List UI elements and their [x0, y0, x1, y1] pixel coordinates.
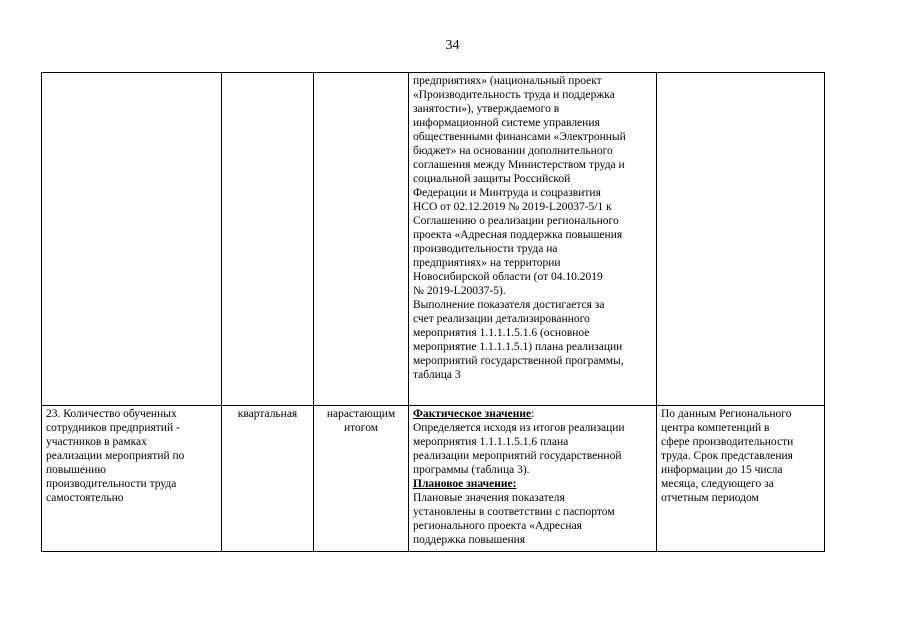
table-row	[42, 406, 825, 552]
description-line: бюджет» на основании дополнительного	[413, 145, 613, 157]
description-line: НСО от 02.12.2019 № 2019-L20037-5/1 к	[413, 201, 612, 213]
description-line: общественными финансами «Электронный	[413, 131, 626, 143]
plan-line: регионального проекта «Адресная	[413, 520, 582, 532]
description-line: производительности труда на	[413, 243, 558, 255]
fact-heading-line	[413, 407, 652, 421]
periodicity-cell	[222, 406, 314, 552]
description-line: «Производительность труда и поддержка	[413, 89, 615, 101]
indicator-cell	[42, 406, 222, 552]
indicator-line: участников в рамках	[46, 436, 147, 448]
description-line: Выполнение показателя достигается за	[413, 299, 605, 311]
indicator-line: сотрудников предприятий -	[46, 422, 180, 434]
source-cell	[657, 73, 825, 406]
description-cell	[409, 406, 657, 552]
source-line: информации до 15 числа	[661, 464, 783, 476]
description-line: мероприятий государственной программы,	[413, 355, 624, 367]
description-line: мероприятие 1.1.1.1.5.1) плана реализации	[413, 341, 623, 353]
indicator-line: производительности труда	[46, 478, 177, 490]
description-line: предприятиях» (национальный проект	[413, 75, 602, 87]
description-line: счет реализации детализированного	[413, 313, 590, 325]
plan-heading: Плановое значение:	[413, 478, 517, 490]
description-cell	[409, 73, 657, 406]
source-line: По данным Регионального	[661, 408, 792, 420]
indicator-line: повышению	[46, 464, 106, 476]
fact-line: реализации мероприятий государственной	[413, 450, 622, 462]
method-cell	[314, 406, 409, 552]
description-line: социальной защиты Российской	[413, 173, 571, 185]
periodicity-text: квартальная	[237, 408, 298, 420]
fact-line: мероприятия 1.1.1.1.5.1.6 плана	[413, 436, 569, 448]
description-line: Новосибирской области (от 04.10.2019	[413, 271, 603, 283]
method-line: нарастающим	[326, 408, 396, 420]
plan-line: поддержка повышения	[413, 534, 526, 546]
fact-line: Определяется исходя из итогов реализации	[413, 422, 625, 434]
description-line: мероприятия 1.1.1.1.5.1.6 (основное	[413, 327, 590, 339]
page-number: 34	[445, 38, 460, 53]
indicator-line: реализации мероприятий по	[46, 450, 185, 462]
description-line: Соглашению о реализации регионального	[413, 215, 619, 227]
indicator-table	[41, 72, 825, 552]
description-line: № 2019-L20037-5).	[413, 285, 506, 297]
indicator-line: 23. Количество обученных	[46, 408, 177, 420]
description-line: предприятиях» на территории	[413, 257, 561, 269]
source-line: месяца, следующего за	[661, 478, 774, 490]
table-row	[42, 73, 825, 406]
fact-colon: :	[531, 408, 535, 420]
plan-line: установлены в соответствии с паспортом	[413, 506, 615, 518]
description-line: информационной системе управления	[413, 117, 600, 129]
indicator-cell	[42, 73, 222, 406]
description-line: занятости»), утверждаемого в	[413, 103, 560, 115]
periodicity-cell	[222, 73, 314, 406]
source-line: сфере производительности	[661, 436, 794, 448]
fact-heading: Фактическое значение	[413, 408, 532, 420]
fact-line: программы (таблица 3).	[413, 464, 530, 476]
source-cell	[657, 406, 825, 552]
indicator-line: самостоятельно	[46, 492, 124, 504]
description-line: таблица 3	[413, 369, 461, 381]
plan-line: Плановые значения показателя	[413, 492, 565, 504]
description-line: соглашения между Министерством труда и	[413, 159, 625, 171]
method-cell	[314, 73, 409, 406]
source-line: центра компетенций в	[661, 422, 770, 434]
source-line: отчетным периодом	[661, 492, 759, 504]
description-line: Федерации и Минтруда и соцразвития	[413, 187, 601, 199]
method-line: итогом	[343, 422, 379, 434]
description-line: проекта «Адресная поддержка повышения	[413, 229, 623, 241]
source-line: труда. Срок представления	[661, 450, 793, 462]
